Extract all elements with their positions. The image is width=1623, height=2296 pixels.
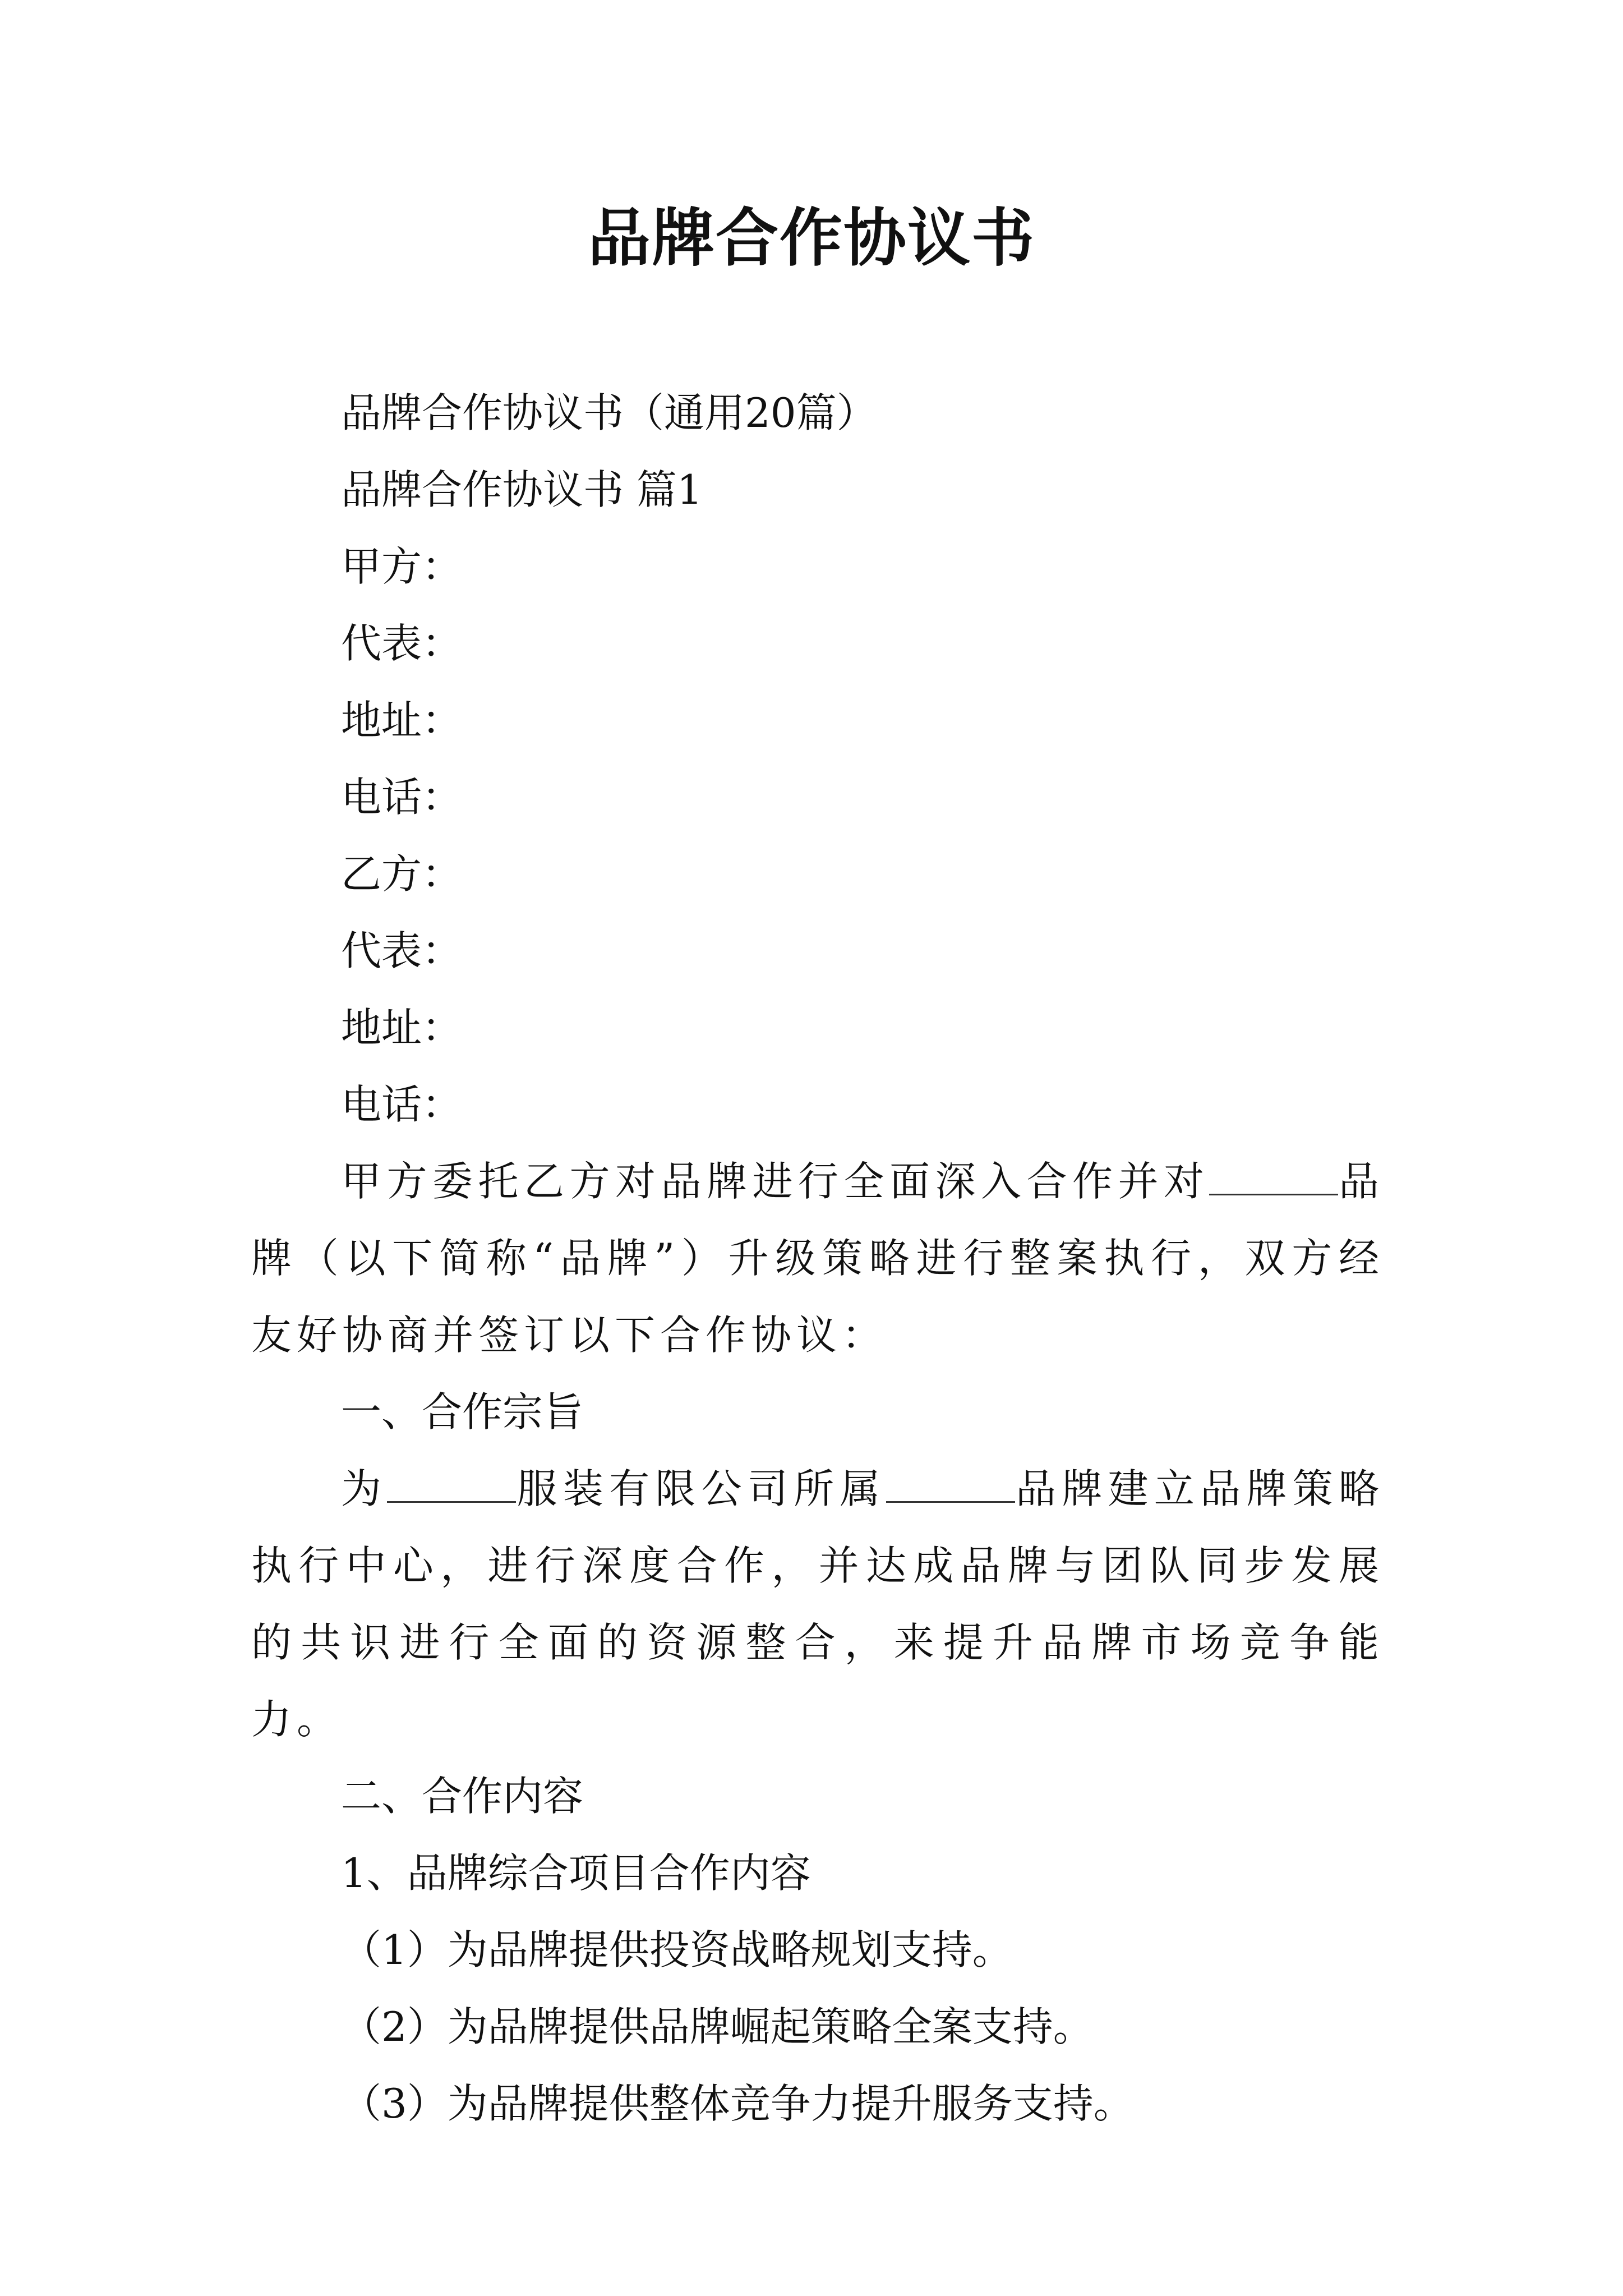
list-item: （2）为品牌提供品牌崛起策略全案支持。	[341, 2003, 1094, 2050]
intro-text-2: 品牌（以下简称“品牌”）升级策略进行整案执行，双方经友好协商并签订以下合作协议：	[251, 1158, 1384, 1359]
party-a-label: 甲方：	[341, 543, 463, 590]
section1-paragraph	[251, 1451, 1384, 1758]
intro-text-1: 甲方委托乙方对品牌进行全面深入合作并对	[341, 1158, 1210, 1205]
section1-text-1: 为	[341, 1465, 388, 1512]
section1-text-2: 服装有限公司所属	[516, 1465, 886, 1512]
party-a-representative: 代表：	[341, 620, 463, 667]
party-b-representative: 代表：	[341, 927, 463, 974]
party-b-address: 地址：	[341, 1004, 463, 1051]
document-subtitle: 品牌合作协议书（通用20篇）	[341, 389, 877, 436]
intro-paragraph	[251, 1143, 1384, 1374]
document-body	[251, 375, 1384, 2142]
list-item: （1）为品牌提供投资战略规划支持。	[341, 1926, 1013, 1973]
brand-name-blank	[1209, 1159, 1338, 1195]
list-item: （3）为品牌提供整体竞争力提升服务支持。	[341, 2080, 1134, 2127]
section2-heading: 二、合作内容	[341, 1773, 584, 1820]
party-b-label: 乙方：	[341, 850, 463, 898]
document-title: 品牌合作协议书	[588, 201, 1035, 275]
party-a-address: 地址：	[341, 697, 463, 744]
party-a-phone: 电话：	[341, 774, 463, 821]
section2-subheading: 1、品牌综合项目合作内容	[341, 1849, 811, 1897]
section1-text-3: 品牌建立品牌策略执行中心，进行深度合作，并达成品牌与团队同步发展的共识进行全面的资源整合，来提升品牌市场竞争能力。	[251, 1465, 1384, 1743]
section1-heading: 一、合作宗旨	[341, 1388, 584, 1435]
brand-blank	[886, 1466, 1015, 1503]
party-b-phone: 电话：	[341, 1081, 463, 1128]
company-name-blank	[387, 1466, 516, 1503]
chapter-heading: 品牌合作协议书 篇1	[341, 466, 703, 513]
